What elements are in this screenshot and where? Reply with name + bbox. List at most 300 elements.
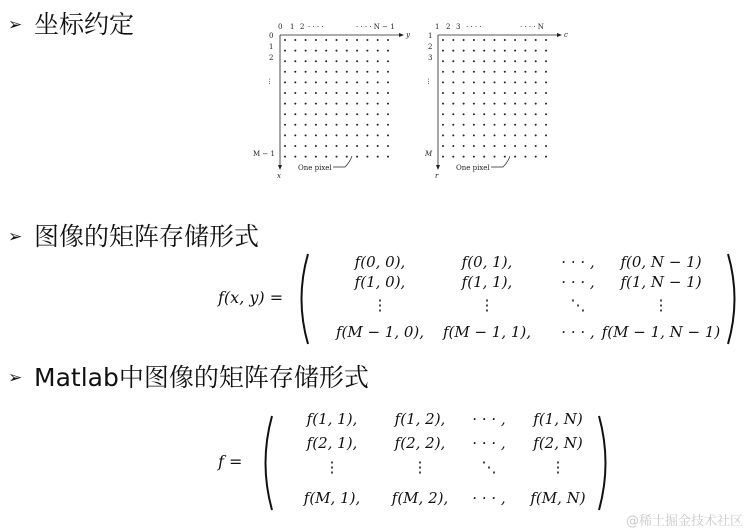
pixel-dot — [284, 124, 286, 126]
pixel-dot — [473, 39, 475, 41]
pixel-dot — [452, 92, 454, 94]
pixel-dot — [524, 145, 526, 147]
pixel-dot — [514, 39, 516, 41]
pixel-dot — [483, 71, 485, 73]
pixel-dot — [356, 50, 358, 52]
pixel-dot — [346, 156, 348, 158]
pixel-dot — [305, 134, 307, 136]
x-axis-arrow-icon — [278, 165, 282, 170]
matrix-cell-r1-c4: f(0, N − 1) — [620, 253, 702, 271]
equation2-lhs: f = — [218, 452, 243, 471]
pixel-dot — [377, 113, 379, 115]
pixel-dot — [356, 71, 358, 73]
pixel-dot — [356, 113, 358, 115]
pixel-dot — [494, 134, 496, 136]
pixel-pointer — [333, 156, 352, 167]
pixel-dot — [452, 60, 454, 62]
pixel-dot — [366, 81, 368, 83]
pixel-dot — [346, 39, 348, 41]
pixel-dot — [473, 60, 475, 62]
figure-one-based-coordinates — [410, 18, 580, 183]
pixel-dot — [284, 156, 286, 158]
pixel-dot — [387, 156, 389, 158]
pixel-dot — [325, 81, 327, 83]
pixel-dot — [377, 145, 379, 147]
pixel-dot — [535, 156, 537, 158]
pixel-dot — [325, 124, 327, 126]
pixel-dot — [366, 60, 368, 62]
matrix-cell-r2-c1: f(2, 1), — [306, 434, 358, 452]
pixel-dot — [325, 60, 327, 62]
pixel-dot — [377, 39, 379, 41]
pixel-dot — [524, 39, 526, 41]
top-tick-dots: · · · · — [466, 23, 482, 31]
side-tick-vdots: ··· — [424, 78, 432, 85]
pixel-dot — [294, 103, 296, 105]
pixel-dot — [284, 92, 286, 94]
pixel-dot — [294, 145, 296, 147]
matrix-cell-r2-c2: f(2, 2), — [394, 434, 446, 452]
pixel-dot — [545, 103, 547, 105]
pixel-dot — [504, 81, 506, 83]
pixel-dot — [463, 50, 465, 52]
pixel-dot — [305, 113, 307, 115]
pixel-caption: One pixel — [298, 164, 332, 172]
pixel-dot — [366, 39, 368, 41]
pixel-dot — [535, 60, 537, 62]
pixel-dot — [535, 50, 537, 52]
pixel-dot — [514, 92, 516, 94]
matrix-cell-r4-c3: · · · , — [472, 489, 506, 507]
pixel-dot — [346, 124, 348, 126]
matrix-cell-r1-c2: f(1, 2), — [394, 410, 446, 428]
pixel-dot — [452, 124, 454, 126]
pixel-dot — [463, 134, 465, 136]
axis-label-right: y — [406, 31, 410, 39]
pixel-dot — [325, 71, 327, 73]
pixel-dot — [377, 124, 379, 126]
pixel-dot — [473, 103, 475, 105]
pixel-dot — [356, 39, 358, 41]
pixel-dot — [294, 156, 296, 158]
pixel-dot — [336, 39, 338, 41]
pixel-dot — [346, 50, 348, 52]
pixel-dot — [524, 103, 526, 105]
pixel-dot — [315, 156, 317, 158]
top-tick-1: 1 — [435, 23, 440, 31]
pixel-dot — [535, 92, 537, 94]
bullet-arrow-icon: ➢ — [8, 15, 23, 35]
matrix-cell-r3-c4: ⋮ — [653, 296, 669, 314]
pixel-dot — [463, 92, 465, 94]
pixel-dot — [377, 81, 379, 83]
pixel-dot — [545, 50, 547, 52]
matrix-cell-r3-c3: ⋱ — [570, 296, 586, 314]
pixel-dot — [473, 50, 475, 52]
pixel-dot — [387, 71, 389, 73]
pixel-dot — [294, 50, 296, 52]
pixel-dot — [366, 113, 368, 115]
pixel-dot — [545, 81, 547, 83]
pixel-dot — [535, 103, 537, 105]
pixel-dot — [356, 92, 358, 94]
side-tick-1: 1 — [428, 32, 433, 40]
pixel-dot — [463, 71, 465, 73]
heading-text: 坐标约定 — [34, 10, 135, 39]
pixel-dot — [315, 134, 317, 136]
pixel-dot — [325, 39, 327, 41]
pixel-dot — [284, 81, 286, 83]
pixel-dot — [336, 145, 338, 147]
pixel-dot — [366, 71, 368, 73]
top-tick-1: 1 — [290, 23, 295, 31]
matrix-cell-r3-c3: ⋱ — [481, 458, 497, 476]
matrix-cell-r2-c1: f(1, 0), — [354, 273, 406, 291]
pixel-dot — [535, 71, 537, 73]
pixel-dot — [377, 50, 379, 52]
pixel-dot — [452, 50, 454, 52]
matrix-cell-r4-c1: f(M, 1), — [303, 489, 361, 507]
matrix-cell-r1-c3: · · · , — [472, 410, 506, 428]
pixel-dot — [356, 145, 358, 147]
pixel-dot — [366, 103, 368, 105]
pixel-dot — [346, 92, 348, 94]
side-tick-0: 0 — [269, 32, 274, 40]
figure-left-dots — [284, 39, 389, 158]
pixel-dot — [377, 156, 379, 158]
pixel-dot — [463, 103, 465, 105]
pixel-dot — [514, 50, 516, 52]
pixel-dot — [346, 81, 348, 83]
pixel-dot — [452, 145, 454, 147]
pixel-dot — [483, 113, 485, 115]
pixel-dot — [366, 134, 368, 136]
pixel-dot — [325, 113, 327, 115]
matrix-cell-r2-c3: · · · , — [561, 273, 595, 291]
pixel-dot — [305, 156, 307, 158]
pixel-dot — [514, 134, 516, 136]
pixel-dot — [387, 113, 389, 115]
pixel-dot — [284, 50, 286, 52]
pixel-dot — [504, 39, 506, 41]
pixel-dot — [305, 50, 307, 52]
pixel-dot — [284, 60, 286, 62]
pixel-dot — [524, 92, 526, 94]
pixel-dot — [535, 145, 537, 147]
pixel-dot — [494, 39, 496, 41]
pixel-dot — [535, 134, 537, 136]
pixel-dot — [535, 39, 537, 41]
pixel-dot — [377, 103, 379, 105]
pixel-dot — [504, 103, 506, 105]
pixel-dot — [294, 92, 296, 94]
pixel-dot — [325, 50, 327, 52]
pixel-dot — [483, 124, 485, 126]
pixel-dot — [294, 39, 296, 41]
pixel-dot — [504, 50, 506, 52]
pixel-dot — [452, 81, 454, 83]
pixel-dot — [387, 39, 389, 41]
pixel-dot — [483, 156, 485, 158]
pixel-dot — [305, 124, 307, 126]
pixel-dot — [336, 124, 338, 126]
pixel-dot — [366, 124, 368, 126]
pixel-dot — [305, 145, 307, 147]
pixel-dot — [336, 134, 338, 136]
heading-matlab-storage — [8, 363, 369, 393]
pixel-dot — [545, 60, 547, 62]
pixel-dot — [325, 92, 327, 94]
pixel-dot — [325, 156, 327, 158]
matrix-cell-r4-c4: f(M, N) — [530, 489, 586, 507]
pixel-dot — [315, 145, 317, 147]
pixel-dot — [315, 71, 317, 73]
side-tick-vdots: ··· — [265, 78, 273, 85]
pixel-dot — [325, 134, 327, 136]
pixel-dot — [473, 92, 475, 94]
pixel-dot — [524, 124, 526, 126]
matrix-cell-r2-c4: f(2, N) — [533, 434, 583, 452]
matrix-cell-r3-c2: ⋮ — [412, 458, 428, 476]
pixel-dot — [315, 39, 317, 41]
pixel-dot — [483, 103, 485, 105]
side-tick-2: 2 — [269, 54, 274, 62]
pixel-dot — [473, 81, 475, 83]
pixel-dot — [504, 113, 506, 115]
pixel-dot — [366, 156, 368, 158]
pixel-dot — [387, 92, 389, 94]
pixel-dot — [336, 50, 338, 52]
side-tick-2: 2 — [428, 43, 433, 51]
equation1-right-paren — [724, 252, 744, 346]
pixel-dot — [442, 113, 444, 115]
pixel-dot — [514, 145, 516, 147]
pixel-dot — [535, 81, 537, 83]
top-tick-0: 0 — [278, 23, 283, 31]
pixel-dot — [336, 103, 338, 105]
pixel-dot — [545, 71, 547, 73]
pixel-dot — [294, 124, 296, 126]
pixel-dot — [356, 103, 358, 105]
figure-zero-based-coordinates — [250, 18, 420, 183]
pixel-dot — [463, 156, 465, 158]
pixel-dot — [442, 50, 444, 52]
pixel-dot — [524, 50, 526, 52]
pixel-dot — [535, 113, 537, 115]
pixel-dot — [452, 113, 454, 115]
pixel-dot — [494, 103, 496, 105]
figure-right-dots — [442, 39, 547, 158]
pixel-dot — [284, 134, 286, 136]
matrix-cell-r1-c3: · · · , — [561, 253, 595, 271]
pixel-dot — [463, 113, 465, 115]
pixel-dot — [514, 113, 516, 115]
pixel-dot — [494, 71, 496, 73]
pixel-dot — [483, 134, 485, 136]
y-axis-arrow-icon — [399, 33, 404, 37]
pixel-dot — [452, 39, 454, 41]
pixel-dot — [284, 71, 286, 73]
pixel-dot — [494, 145, 496, 147]
pixel-dot — [315, 124, 317, 126]
pixel-dot — [346, 71, 348, 73]
pixel-dot — [336, 92, 338, 94]
side-tick-3: 3 — [428, 54, 433, 62]
pixel-dot — [442, 124, 444, 126]
top-tick-last: · · · · N — [520, 23, 544, 31]
pixel-dot — [387, 124, 389, 126]
pixel-dot — [545, 134, 547, 136]
pixel-dot — [442, 39, 444, 41]
pixel-dot — [325, 145, 327, 147]
pixel-dot — [356, 81, 358, 83]
pixel-dot — [366, 50, 368, 52]
pixel-dot — [442, 81, 444, 83]
pixel-dot — [473, 71, 475, 73]
matrix-cell-r1-c1: f(1, 1), — [306, 410, 358, 428]
pixel-dot — [483, 60, 485, 62]
pixel-dot — [284, 113, 286, 115]
pixel-dot — [315, 92, 317, 94]
pixel-dot — [346, 60, 348, 62]
pixel-dot — [463, 39, 465, 41]
pixel-dot — [524, 60, 526, 62]
pixel-dot — [387, 145, 389, 147]
pixel-dot — [514, 124, 516, 126]
pixel-dot — [452, 156, 454, 158]
pixel-dot — [494, 113, 496, 115]
equation2-left-paren — [256, 414, 276, 512]
pixel-dot — [305, 81, 307, 83]
pixel-dot — [356, 156, 358, 158]
pixel-dot — [463, 81, 465, 83]
pixel-dot — [284, 103, 286, 105]
pixel-dot — [463, 145, 465, 147]
heading-text: Matlab中图像的矩阵存储形式 — [34, 363, 369, 392]
pixel-dot — [483, 81, 485, 83]
pixel-dot — [504, 71, 506, 73]
axis-label-bottom: r — [435, 172, 439, 180]
pixel-dot — [325, 103, 327, 105]
matrix-cell-r4-c3: · · · , — [561, 323, 595, 341]
equation1-lhs: f(x, y) = — [218, 288, 284, 307]
r-axis-arrow-icon — [436, 165, 440, 170]
equation2-right-paren — [595, 414, 615, 512]
pixel-dot — [387, 134, 389, 136]
bullet-arrow-icon: ➢ — [8, 368, 23, 388]
pixel-dot — [305, 71, 307, 73]
pixel-dot — [545, 92, 547, 94]
pixel-dot — [336, 113, 338, 115]
pixel-dot — [545, 124, 547, 126]
pixel-dot — [387, 50, 389, 52]
top-tick-2: 2 — [300, 23, 305, 31]
heading-matrix-storage — [8, 222, 259, 252]
watermark: @稀土掘金技术社区 — [625, 514, 743, 529]
pixel-dot — [356, 134, 358, 136]
top-tick-dots: · · · · — [308, 23, 324, 31]
pixel-dot — [442, 71, 444, 73]
pixel-dot — [305, 60, 307, 62]
pixel-dot — [377, 71, 379, 73]
pixel-dot — [452, 71, 454, 73]
pixel-dot — [524, 81, 526, 83]
pixel-dot — [315, 60, 317, 62]
matrix-cell-r4-c2: f(M − 1, 1), — [442, 323, 532, 341]
pixel-dot — [483, 50, 485, 52]
pixel-dot — [284, 39, 286, 41]
pixel-dot — [473, 156, 475, 158]
equation1-left-paren — [292, 252, 312, 346]
matrix-cell-r2-c4: f(1, N − 1) — [620, 273, 702, 291]
matrix-cell-r4-c4: f(M − 1, N − 1) — [601, 323, 721, 341]
pixel-dot — [366, 92, 368, 94]
pixel-dot — [366, 145, 368, 147]
pixel-dot — [294, 81, 296, 83]
pixel-dot — [377, 92, 379, 94]
pixel-dot — [494, 156, 496, 158]
pixel-dot — [452, 103, 454, 105]
pixel-dot — [504, 92, 506, 94]
pixel-dot — [442, 103, 444, 105]
pixel-dot — [504, 124, 506, 126]
pixel-dot — [442, 60, 444, 62]
pixel-dot — [545, 39, 547, 41]
pixel-pointer — [491, 156, 510, 167]
matrix-cell-r2-c3: · · · , — [472, 434, 506, 452]
pixel-dot — [387, 103, 389, 105]
c-axis-arrow-icon — [557, 33, 562, 37]
pixel-dot — [294, 71, 296, 73]
pixel-dot — [346, 113, 348, 115]
pixel-dot — [494, 92, 496, 94]
axis-label-right: c — [564, 31, 568, 39]
pixel-dot — [387, 81, 389, 83]
pixel-dot — [494, 60, 496, 62]
matrix-cell-r1-c1: f(0, 0), — [354, 253, 406, 271]
pixel-dot — [463, 124, 465, 126]
pixel-dot — [305, 92, 307, 94]
pixel-dot — [294, 60, 296, 62]
pixel-dot — [346, 134, 348, 136]
pixel-dot — [514, 71, 516, 73]
pixel-dot — [494, 50, 496, 52]
pixel-dot — [524, 71, 526, 73]
pixel-dot — [315, 50, 317, 52]
pixel-dot — [483, 145, 485, 147]
pixel-dot — [524, 134, 526, 136]
matrix-cell-r4-c2: f(M, 2), — [391, 489, 449, 507]
pixel-dot — [315, 113, 317, 115]
axis-label-bottom: x — [277, 172, 281, 180]
matrix-cell-r4-c1: f(M − 1, 0), — [335, 323, 425, 341]
pixel-dot — [294, 113, 296, 115]
side-tick-last: M − 1 — [253, 150, 275, 158]
pixel-dot — [494, 81, 496, 83]
pixel-dot — [473, 124, 475, 126]
pixel-dot — [356, 124, 358, 126]
pixel-dot — [452, 134, 454, 136]
matrix-cell-r1-c4: f(1, N) — [533, 410, 583, 428]
pixel-dot — [336, 156, 338, 158]
matrix-cell-r3-c1: ⋮ — [372, 296, 388, 314]
pixel-dot — [346, 145, 348, 147]
pixel-dot — [473, 145, 475, 147]
pixel-dot — [294, 134, 296, 136]
pixel-dot — [514, 81, 516, 83]
pixel-dot — [463, 60, 465, 62]
matrix-cell-r2-c2: f(1, 1), — [461, 273, 513, 291]
